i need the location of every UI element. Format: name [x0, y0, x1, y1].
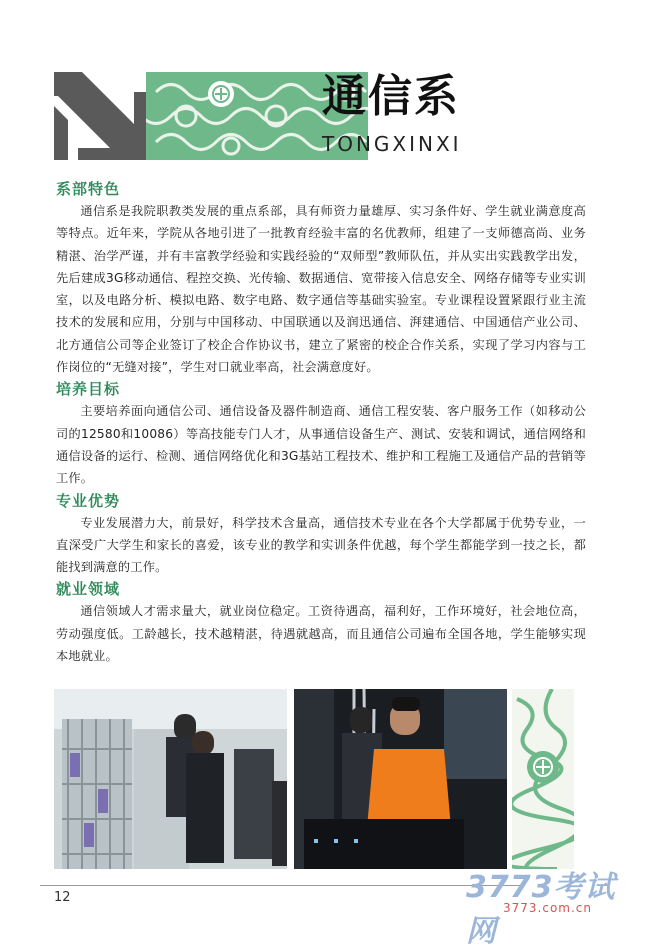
section-advantages [56, 490, 586, 579]
section-title: 培养目标 [56, 380, 121, 399]
section-title: 专业优势 [56, 491, 121, 510]
decorative-pattern-strip [512, 689, 574, 869]
photo-strip [54, 689, 574, 869]
department-title-pinyin: TONGXINXI [322, 132, 462, 156]
site-watermark-logo: 3773考试网 [466, 870, 616, 949]
section-body: 通信领域人才需求量大，就业岗位稳定。工资待遇高，福利好，工作环境好，社会地位高，劳动强度低。工龄越长，技术越精湛，待遇就越高，而且通信公司遍布全国各地，学生能够实现本地就业。 [56, 604, 586, 664]
department-title: 通信系 [322, 71, 460, 122]
footer-divider [40, 885, 520, 886]
lab-photo-student-wiring [294, 689, 507, 869]
arrow-graphic [54, 72, 146, 160]
section-body: 通信系是我院职教类发展的重点系部，具有师资力量雄厚、实习条件好、学生就业满意度高等特点。近年来，学院从各地引进了一批教育经验丰富的名优教师，组建了一支师德高尚、业务精湛、治学严谨，并有丰富教学经验和实践经验的“双师型”教师队伍，并从实出实践教学出发，先后建成3G移动通信、程控交换、光传输、数据通信、宽带接入信息安全、网络存储等专业实训室，以及电路分析、模拟电路、数字电路、数字通信等基础实验室。专业课程设置紧跟行业主流技术的发展和应用，分别与中国移动、中国联通以及润迅通信、湃建通信、中国通信产业公司、北方通信公司等企业签订了校企合作协议书，建立了紧密的校企合作关系，实现了学习内容与工作岗位的“无缝对接”，学生对口就业率高，社会满意度好。 [56, 204, 586, 375]
page-number: 12 [54, 890, 71, 905]
section-features [56, 178, 586, 378]
section-title: 就业领域 [56, 580, 121, 599]
section-body: 专业发展潜力大，前景好，科学技术含量高，通信技术专业在各个大学都属于优势专业，一直深受广大学生和家长的喜爱，该专业的教学和实训条件优越，每个学生都能学到一技之长，都能找到满意的工作。 [56, 515, 586, 575]
page-header [54, 72, 614, 164]
lab-photo-equipment-racks [54, 689, 287, 869]
site-watermark-url: 3773.com.cn [503, 901, 592, 915]
section-title: 系部特色 [56, 180, 121, 198]
section-employment [56, 578, 586, 667]
section-goals [56, 378, 586, 489]
section-body: 主要培养面向通信公司、通信设备及器件制造商、通信工程安装、客户服务工作（如移动公司的12580和10086）等高技能专门人才，从事通信设备生产、测试、安装和调试，通信网络和通信设备的运行、检测、通信网络优化和3G基站工程技术、维护和工程施工及通信产品的营销等工作。 [56, 404, 586, 486]
main-content [56, 178, 586, 667]
